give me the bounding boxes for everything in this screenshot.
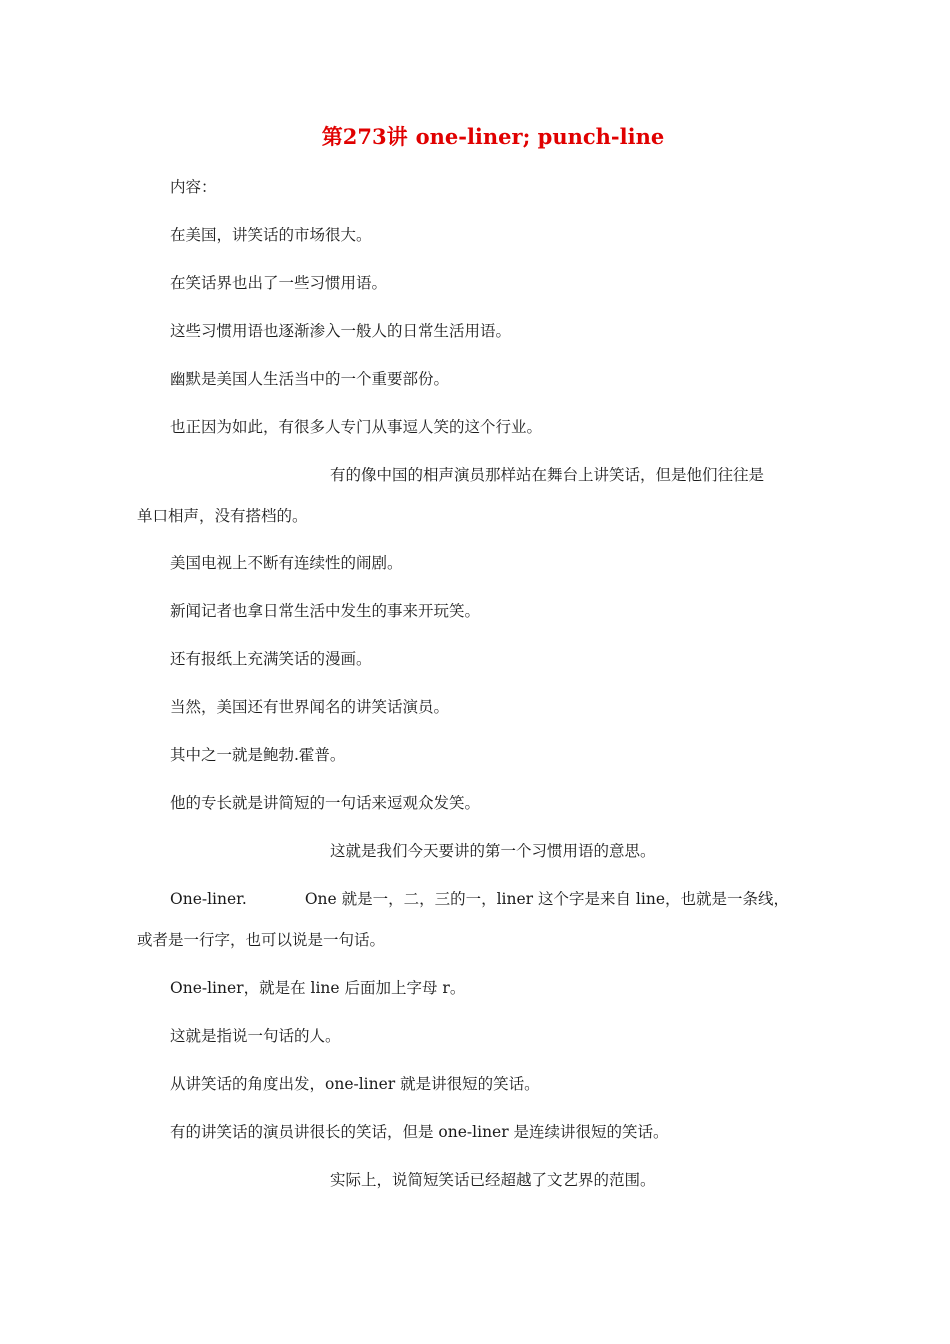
paragraph: 这就是我们今天要讲的第一个习惯用语的意思。 [330,842,656,860]
paragraph: 从讲笑话的角度出发，one-liner 就是讲很短的笑话。 [170,1075,540,1093]
paragraph: 还有报纸上充满笑话的漫画。 [170,650,372,668]
paragraph: 这就是指说一句话的人。 [170,1027,341,1045]
paragraph: 也正因为如此，有很多人专门从事逗人笑的这个行业。 [170,418,543,436]
paragraph: 他的专长就是讲简短的一句话来逗观众发笑。 [170,794,481,812]
paragraph: 新闻记者也拿日常生活中发生的事来开玩笑。 [170,602,481,620]
paragraph: 有的讲笑话的演员讲很长的笑话，但是 one-liner 是连续讲很短的笑话。 [170,1123,669,1141]
paragraph: 幽默是美国人生活当中的一个重要部份。 [170,370,450,388]
paragraph: One-liner，就是在 line 后面加上字母 r。 [170,979,466,997]
term-one-liner: One-liner. [170,890,247,908]
page-title [0,122,950,152]
paragraph: 有的像中国的相声演员那样站在舞台上讲笑话，但是他们往往是 [330,466,765,484]
paragraph: 当然，美国还有世界闻名的讲笑话演员。 [170,698,450,716]
paragraph: 其中之一就是鲍勃.霍普。 [170,746,346,764]
paragraph: 实际上，说简短笑话已经超越了文艺界的范围。 [330,1171,656,1189]
paragraph: 这些习惯用语也逐渐渗入一般人的日常生活用语。 [170,322,512,340]
paragraph: 在美国，讲笑话的市场很大。 [170,226,372,244]
paragraph-continuation: 或者是一行字，也可以说是一句话。 [137,931,386,949]
term-explanation: One 就是一，二，三的一，liner 这个字是来自 line，也就是一条线， [304,890,790,908]
paragraph: 美国电视上不断有连续性的闹剧。 [170,554,403,572]
title-terms: one-liner; punch-line [415,124,665,149]
paragraph: 在笑话界也出了一些习惯用语。 [170,274,388,292]
paragraph: 内容： [170,178,217,196]
paragraph-one-liner [170,889,789,909]
title-lecture-number: 第273讲 [321,124,408,149]
paragraph-continuation: 单口相声，没有搭档的。 [137,507,308,525]
